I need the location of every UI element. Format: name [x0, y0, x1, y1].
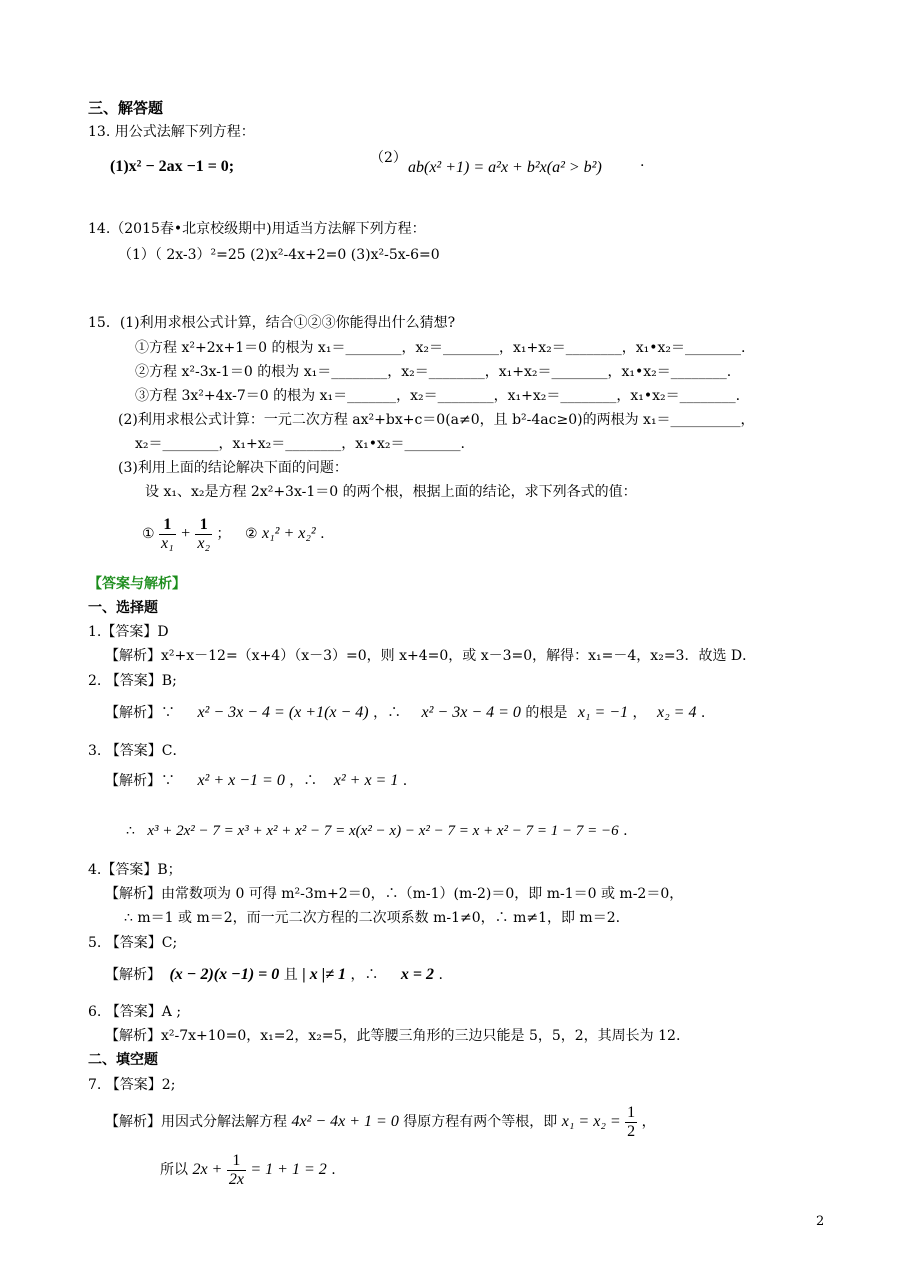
section-heading-solve: 三、解答题	[88, 99, 164, 117]
answer-1: 1.【答案】D	[88, 624, 169, 640]
answer-4-explanation-1: 【解析】由常数项为 0 可得 m²-3m+2＝0，∴（m-1）(m-2)＝0，即 m-1＝0 或 m-2＝0，	[105, 886, 684, 902]
fraction-1-over-2x: $\frac{1}{2x}$	[228, 1151, 244, 1188]
answer-2-explanation: 【解析】∵ x² − 3x − 4 = (x +1(x − 4) ，∴ x² − 3x − 4 = 0 的根是 x₁ = −1 ， x₂ = 4 .	[105, 704, 706, 721]
q15-line4: (2)利用求根公式计算：一元二次方程 ax²+bx+c＝0(a≠0，且 b²-4ac≥0)的两根为 x₁＝__________，	[118, 412, 755, 428]
answer-5-explanation: 【解析】 (x − 2)(x −1) = 0 且 | x |≠ 1 ，∴ x = 2 .	[105, 966, 443, 983]
answer-6: 6. 【答案】A ;	[88, 1004, 182, 1020]
answer-1-explanation: 【解析】x²+x－12=（x+4）（x－3）=0，则 x+4=0，或 x－3=0，解得：x₁=－4，x₂=3．故选 D．	[105, 648, 757, 664]
page-number: 2	[816, 1214, 825, 1229]
answers-heading: 【答案与解析】	[88, 576, 186, 592]
circled-two: ②	[244, 526, 258, 542]
q13-part1: (1)x² − 2ax −1 = 0;	[110, 158, 235, 175]
q14-intro: 14.（2015春•北京校级期中)用适当方法解下列方程：	[88, 221, 426, 237]
fraction-one-half: $\frac{1}{2}$	[627, 1103, 636, 1140]
q15-line5: x₂＝________，x₁+x₂＝________，x₁•x₂＝________.	[135, 436, 465, 452]
sum-of-squares: x₁² + x₂²	[261, 525, 316, 542]
q15-line6: (3)利用上面的结论解决下面的问题：	[118, 460, 348, 476]
q15-line7: 设 x₁、x₂是方程 2x²+3x-1＝0 的两个根，根据上面的结论，求下列各式的值：	[145, 484, 637, 500]
section-heading-choice: 一、选择题	[88, 600, 158, 616]
q14-items: （1）（ 2x-3）²=25 (2)x²-4x+2=0 (3)x²-5x-6=0	[118, 247, 440, 263]
answer-3-explanation: 【解析】∵ x² + x −1 = 0 ，∴ x² + x = 1 .	[105, 772, 408, 789]
answer-7-result: 所以 2x + $\frac{1}{2x}$ = 1 + 1 = 2 .	[160, 1151, 336, 1188]
circled-one: ①	[142, 526, 155, 542]
section-heading-fill: 二、填空题	[88, 1052, 158, 1068]
answer-5: 5. 【答案】C;	[88, 935, 178, 951]
fraction-1-over-x2: $\frac{1}{\text{x₂}}$	[197, 515, 211, 552]
answer-7: 7. 【答案】2;	[88, 1077, 176, 1093]
q13-intro: 13. 用公式法解下列方程：	[88, 124, 255, 140]
answer-3: 3. 【答案】C．	[88, 743, 187, 759]
q15-expressions: ① $\frac{1}{\text{x₁}}$ + $\frac{1}{\text{x₂}}$ ； ② x₁² + x₂² .	[142, 515, 325, 552]
q15-line3: ③方程 3x²+4x-7＝0 的根为 x₁＝_______，x₂＝________，x₁+x₂＝________，x₁•x₂＝________.	[135, 388, 741, 404]
answer-2: 2. 【答案】B;	[88, 673, 177, 689]
q13-part2-label: （2）	[370, 150, 407, 166]
answer-4: 4.【答案】B；	[88, 862, 182, 878]
q13-part2-equation: ab(x² +1) = a²x + b²x(a² > b²)	[408, 159, 602, 176]
answer-3-derivation: ∴ x³ + 2x² − 7 = x³ + x² + x² − 7 = x(x² − x) − x² − 7 = x + x² − 7 = 1 − 7 = −6 .	[126, 823, 628, 839]
answer-7-explanation: 【解析】用因式分解法解方程 4x² − 4x + 1 = 0 得原方程有两个等根，即 x₁ = x₂ = $\frac{1}{2}$ ，	[105, 1103, 656, 1140]
q13-part2-end: .	[640, 154, 645, 170]
q15-line1: ①方程 x²+2x+1＝0 的根为 x₁＝________，x₂＝________，x₁+x₂＝________，x₁•x₂＝________.	[135, 340, 746, 356]
q15-intro: 15．(1)利用求根公式计算，结合①②③你能得出什么猜想?	[88, 315, 456, 331]
answer-6-explanation: 【解析】x²-7x+10=0，x₁=2，x₂=5，此等腰三角形的三边只能是 5，5，2，其周长为 12.	[105, 1028, 681, 1044]
q15-line2: ②方程 x²-3x-1＝0 的根为 x₁＝________，x₂＝________，x₁+x₂＝________，x₁•x₂＝________.	[135, 364, 732, 380]
fraction-1-over-x1: $\frac{1}{\text{x₁}}$	[161, 515, 174, 552]
answer-4-explanation-2: ∴ m＝1 或 m＝2，而一元二次方程的二次项系数 m-1≠0，∴ m≠1，即 m＝2.	[124, 910, 621, 926]
